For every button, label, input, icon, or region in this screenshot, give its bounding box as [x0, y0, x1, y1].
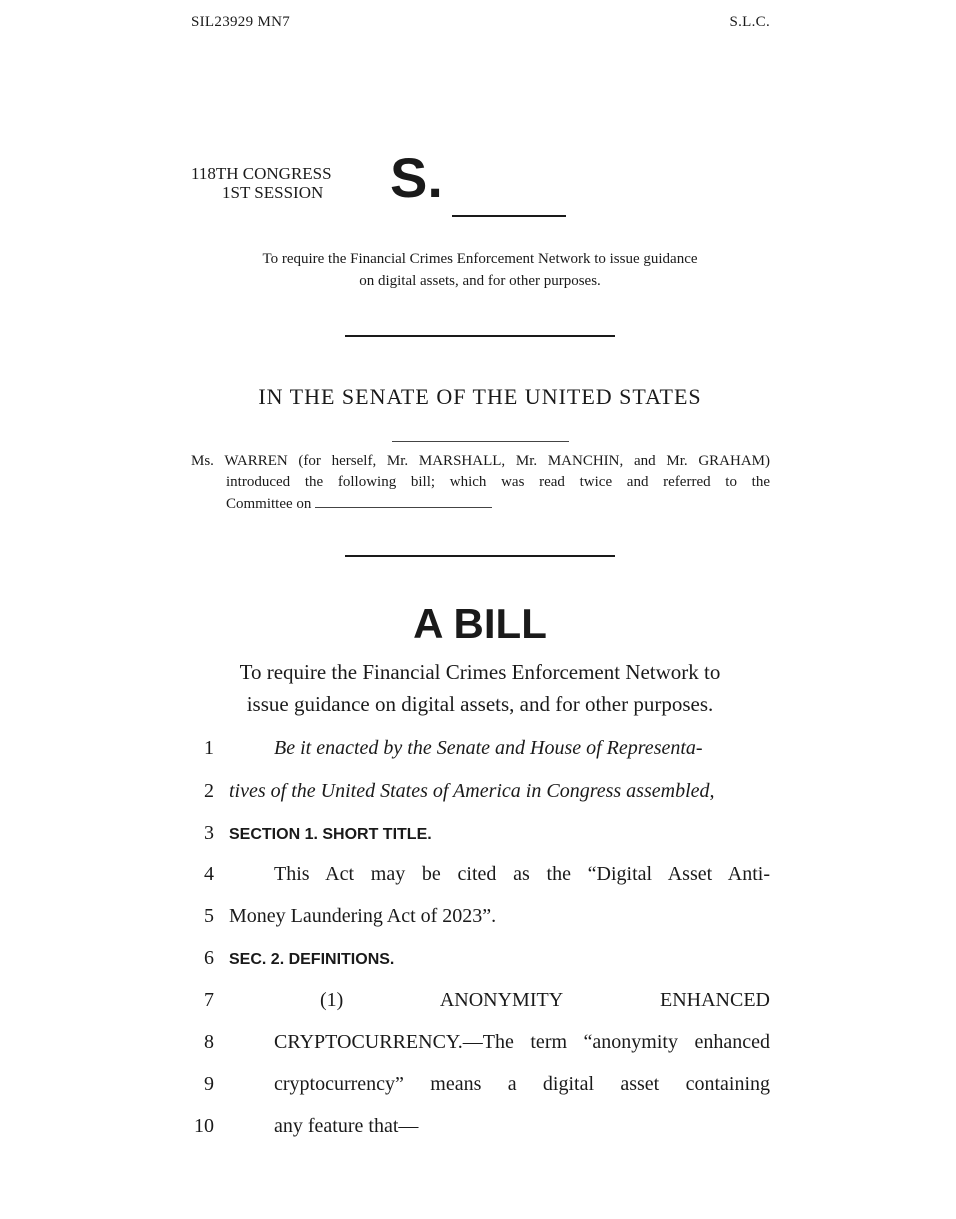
section-heading: SEC. 2. DEFINITIONS.	[229, 951, 395, 968]
line-number: 7	[204, 989, 214, 1011]
body-text: Money Laundering Act of 2023”.	[229, 905, 497, 927]
line-number: 9	[204, 1073, 214, 1095]
divider-rule-2	[345, 555, 615, 557]
line-number: 6	[204, 947, 214, 969]
intro-line-2: introduced the following bill; which was read twice and referred to the	[226, 474, 770, 490]
a-bill-heading: A BILL	[413, 600, 547, 647]
introduction-statement	[191, 451, 770, 515]
enacting-clause: Be it enacted by the Senate and House of Representa-	[274, 737, 703, 759]
chamber-heading: IN THE SENATE OF THE UNITED STATES	[258, 384, 702, 409]
divider-rule	[345, 335, 615, 337]
intro-line-1: Ms. WARREN (for herself, Mr. MARSHALL, Mr. MANCHIN, and Mr. GRAHAM)	[191, 453, 770, 469]
bill-number-blank	[452, 215, 566, 217]
section-heading: SECTION 1. SHORT TITLE.	[229, 826, 432, 843]
definition-text: cryptocurrency” means a digital asset containing	[274, 1073, 770, 1095]
document-code: SIL23929 MN7	[191, 14, 291, 30]
bill-prefix: S.	[390, 146, 443, 209]
long-title-line-2: issue guidance on digital assets, and for other purposes.	[246, 692, 714, 716]
line-number: 5	[204, 905, 214, 927]
definition-text: CRYPTOCURRENCY.—The term “anonymity enhanced	[274, 1031, 770, 1053]
committee-blank	[315, 493, 492, 508]
long-title	[190, 656, 770, 720]
line-number: 4	[204, 863, 214, 885]
definition-heading: (1) ANONYMITY ENHANCED	[320, 989, 770, 1011]
slc-mark: S.L.C.	[729, 14, 770, 30]
line-number: 2	[204, 780, 214, 802]
session-label: 1ST SESSION	[222, 183, 324, 202]
committee-label: Committee on	[226, 496, 312, 512]
long-title-line-1: To require the Financial Crimes Enforcement Network to	[239, 660, 721, 684]
thin-divider	[392, 441, 569, 442]
definition-text: any feature that—	[274, 1115, 419, 1137]
line-number: 10	[194, 1115, 214, 1137]
bill-caption	[190, 248, 770, 292]
congress-label: 118TH CONGRESS	[191, 164, 332, 183]
intro-line-3	[191, 493, 770, 515]
enacting-clause-cont: tives of the United States of America in Congress assembled,	[229, 780, 715, 802]
line-number: 1	[204, 737, 214, 759]
line-number: 3	[204, 822, 214, 844]
caption-line-2: on digital assets, and for other purposes.	[359, 273, 601, 289]
caption-line-1: To require the Financial Crimes Enforcement Network to issue guidance	[262, 251, 698, 267]
body-text: This Act may be cited as the “Digital Asset Anti-	[274, 863, 770, 885]
line-number: 8	[204, 1031, 214, 1053]
